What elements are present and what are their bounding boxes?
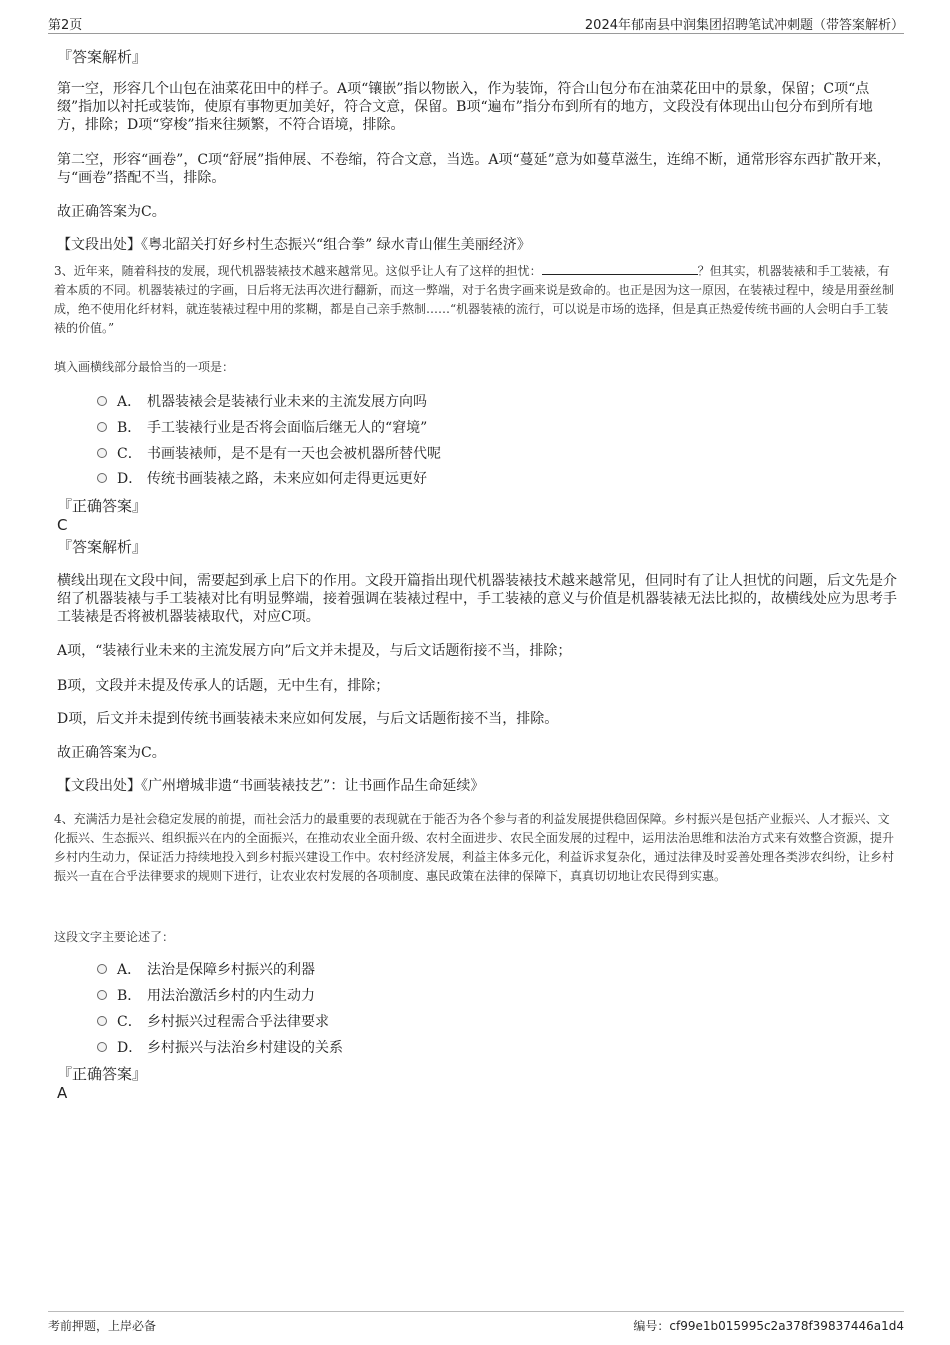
question-prompt: 这段文字主要论述了： (54, 930, 175, 944)
analysis-conclusion: 故正确答案为C。 (57, 745, 166, 761)
fill-blank (542, 262, 698, 275)
analysis-paragraph: 第二空，形容“画卷”，C项“舒展”指伸展、不卷缩，符合文意，当选。A项“蔓延”意为如蔓草滋生，连绵不断，通常形容东西扩散开来，与“画卷”搭配不当，排除。 (57, 152, 891, 186)
correct-answer: C (57, 516, 68, 534)
answer-heading: 『正确答案』 (57, 1065, 148, 1083)
page-number: 第2页 (48, 18, 83, 33)
option-a[interactable]: A． 法治是保障乡村振兴的利器 (97, 960, 315, 980)
question-3-text: 3、近年来，随着科技的发展，现代机器装裱技术越来越常见。这似乎让人有了这样的担忧： ？但其实，机器装裱和手工装裱，有着本质的不同。机器装裱过的字画，日后将无法再次进行翻新，而这一弊端，对于名贵字画来说是致命的。也正是因为这一原因，在装裱过程中，绫是用蚕丝制成，绝不使用化纤材料，就连装裱过程中用的浆糊，都是自己亲手熬制……“机器装裱的流行，可以说是市场的选择，但是真正热爱传统书画的人会明白手工装裱的价值。” (54, 264, 895, 335)
analysis-paragraph: A项，“装裱行业未来的主流发展方向”后文并未提及，与后文话题衔接不当，排除； (57, 643, 572, 659)
analysis-paragraph: B项，文段并未提及传承人的话题，无中生有，排除； (57, 678, 390, 694)
option-d[interactable]: D． 乡村振兴与法治乡村建设的关系 (97, 1038, 343, 1058)
option-b[interactable]: B． 手工装裱行业是否将会面临后继无人的“窘境” (97, 418, 427, 438)
radio-button[interactable] (97, 964, 107, 974)
analysis-heading: 『答案解析』 (57, 48, 148, 66)
option-a[interactable]: A． 机器装裱会是装裱行业未来的主流发展方向吗 (97, 392, 427, 412)
source-citation: 【文段出处】《粤北韶关打好乡村生态振兴“组合拳” 绿水青山催生美丽经济》 (57, 237, 531, 253)
correct-answer: A (57, 1084, 68, 1102)
question-prompt: 填入画横线部分最恰当的一项是： (54, 360, 235, 374)
analysis-paragraph: 第一空，形容几个山包在油菜花田中的样子。A项“镶嵌”指以物嵌入，作为装饰，符合山包分布在油菜花田中的景象，保留；C项“点缀”指加以衬托或装饰，使原有事物更加美好，符合文意，保留。B项“遍布”指分布到所有的地方，文段没有体现出山包分布到所有地方，排除；D项“穿梭”指来往频繁，不符合语境，排除。 (57, 81, 873, 133)
analysis-paragraph: 横线出现在文段中间，需要起到承上启下的作用。文段开篇指出现代机器装裱技术越来越常见，但同时有了让人担忧的问题，后文先是介绍了机器装裱与手工装裱对比有明显弊端，接着强调在装裱过程中，手工装裱的意义与价值是机器装裱无法比拟的，故横线处应为思考手工装裱是否将被机器装裱取代，对应C项。 (57, 573, 897, 625)
radio-button[interactable] (97, 1042, 107, 1052)
option-d[interactable]: D． 传统书画装裱之路，未来应如何走得更远更好 (97, 469, 427, 489)
footer-slogan: 考前押题，上岸必备 (48, 1319, 157, 1333)
document-title: 2024年郁南县中润集团招聘笔试冲刺题（带答案解析） (584, 18, 904, 33)
analysis-paragraph: D项，后文并未提到传统书画装裱未来应如何发展，与后文话题衔接不当，排除。 (57, 711, 559, 727)
page-footer (48, 1311, 904, 1335)
answer-heading: 『正确答案』 (57, 497, 148, 515)
radio-button[interactable] (97, 396, 107, 406)
radio-button[interactable] (97, 1016, 107, 1026)
analysis-heading: 『答案解析』 (57, 538, 148, 556)
radio-button[interactable] (97, 448, 107, 458)
radio-button[interactable] (97, 990, 107, 1000)
option-c[interactable]: C． 书画装裱师，是不是有一天也会被机器所替代呢 (97, 444, 441, 464)
question-4-text: 4、充满活力是社会稳定发展的前提，而社会活力的最重要的表现就在于能否为各个参与者的利益发展提供稳固保障。乡村振兴是包括产业振兴、人才振兴、文化振兴、生态振兴、组织振兴在内的全面振兴，在推动农业全面升级、农村全面进步、农民全面发展的过程中，运用法治思维和法治方式来有效整合资源，提升乡村内生动力，保证活力持续地投入到乡村振兴建设工作中。农村经济发展，利益主体多元化，利益诉求复杂化，通过法律及时妥善处理各类涉农纠纷，让乡村振兴一直在合乎法律要求的规则下进行，让农业农村发展的各项制度、惠民政策在法律的保障下，真真切切地让农民得到实惠。 (54, 812, 895, 883)
source-citation: 【文段出处】《广州增城非遗“书画装裱技艺”：让书画作品生命延续》 (57, 778, 485, 794)
radio-button[interactable] (97, 422, 107, 432)
radio-button[interactable] (97, 473, 107, 483)
page-header (48, 14, 904, 34)
option-c[interactable]: C． 乡村振兴过程需合乎法律要求 (97, 1012, 329, 1032)
option-b[interactable]: B． 用法治激活乡村的内生动力 (97, 986, 315, 1006)
document-code: 编号：cf99e1b015995c2a378f39837446a1d4 (633, 1319, 904, 1333)
analysis-conclusion: 故正确答案为C。 (57, 204, 166, 220)
